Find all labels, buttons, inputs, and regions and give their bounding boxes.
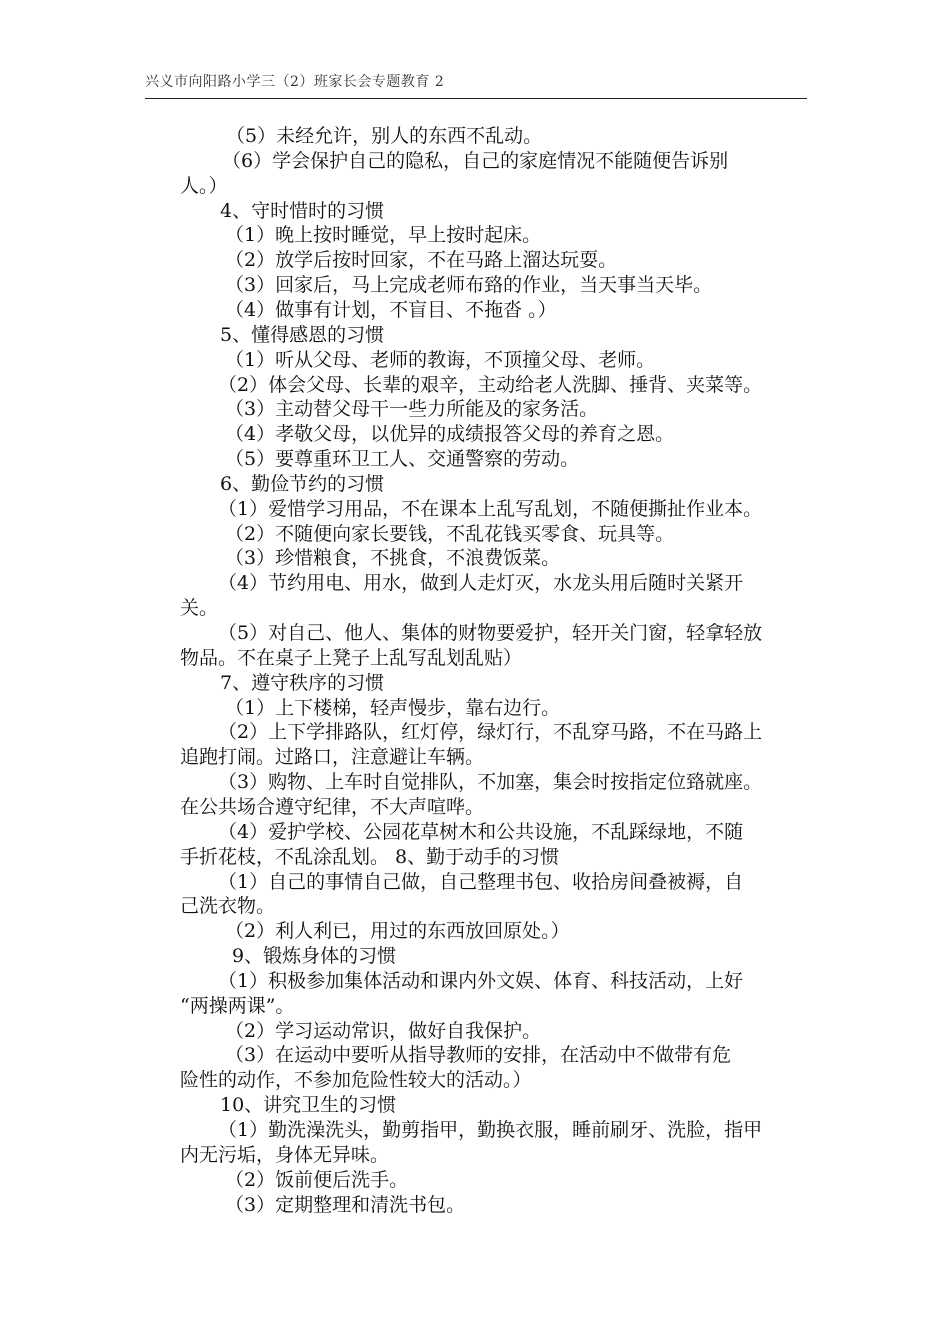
text-line: “两操两课”。 bbox=[180, 994, 295, 1017]
text-line: （4）做事有计划，不盲目、不拖沓 。） bbox=[225, 298, 557, 321]
text-line: 追跑打闹。过路口，注意避让车辆。 bbox=[180, 746, 485, 769]
text-line: （3）主动替父母干一些力所能及的家务活。 bbox=[225, 398, 599, 421]
text-line: （4）节约用电、用水，做到人走灯灭，水龙头用后随时关紧开 bbox=[218, 572, 744, 595]
text-line: 7、遵守秩序的习惯 bbox=[220, 671, 385, 694]
text-line: 险性的动作，不参加危险性较大的活动。） bbox=[180, 1069, 532, 1092]
text-line: （2）放学后按时回家，不在马路上溜达玩耍。 bbox=[225, 249, 618, 272]
text-line: （1）听从父母、老师的教诲，不顶撞父母、老师。 bbox=[225, 348, 656, 371]
text-line: （6）学会保护自己的隐私，自己的家庭情况不能随便告诉别 bbox=[222, 149, 729, 172]
text-line: （3）定期整理和清洗书包。 bbox=[225, 1193, 466, 1216]
text-line: 6、勤俭节约的习惯 bbox=[220, 472, 385, 495]
text-line: 在公共场合遵守纪律，不大声喧哗。 bbox=[180, 795, 485, 818]
text-line: 内无污垢，身体无异味。 bbox=[180, 1143, 390, 1166]
text-line: （5）对自己、他人、集体的财物要爱护，轻开关门窗，轻拿轻放 bbox=[218, 622, 763, 644]
text-line: （4）孝敬父母，以优异的成绩报答父母的养育之恩。 bbox=[225, 423, 675, 446]
text-line: （3）珍惜粮食，不挑食，不浪费饭菜。 bbox=[225, 547, 561, 570]
text-line: 物品。不在桌子上凳子上乱写乱划乱贴） bbox=[180, 646, 523, 669]
text-line: 9、锻炼身体的习惯 bbox=[232, 945, 397, 968]
text-line: （2）上下学排路队，红灯停，绿灯行，不乱穿马路，不在马路上 bbox=[218, 721, 763, 744]
text-line: （5）要尊重环卫工人、交通警察的劳动。 bbox=[225, 448, 580, 471]
text-line: （1）积极参加集体活动和课内外文娱、体育、科技活动，上好 bbox=[218, 969, 744, 992]
page-header: 兴义市向阳路小学三（2）班家长会专题教育 2 bbox=[145, 74, 445, 90]
text-line: （1）爱惜学习用品，不在课本上乱写乱划，不随便撕扯作业本。 bbox=[218, 497, 763, 520]
text-line: （2）不随便向家长要钱，不乱花钱买零食、玩具等。 bbox=[225, 522, 675, 545]
header-rule bbox=[145, 98, 807, 99]
text-line: （2）学习运动常识，做好自我保护。 bbox=[225, 1019, 542, 1042]
text-line: （3）购物、上车时自觉排队，不加塞，集会时按指定位臵就座。 bbox=[218, 771, 763, 794]
text-line: （3）在运动中要听从指导教师的安排，在活动中不做带有危 bbox=[225, 1044, 732, 1067]
text-line: （1）晚上按时睡觉，早上按时起床。 bbox=[225, 224, 542, 247]
text-line: 4、守时惜时的习惯 bbox=[220, 199, 385, 222]
text-line: （1）自己的事情自己做，自己整理书包、收拾房间叠被褥，自 bbox=[218, 870, 744, 893]
text-line: （2）体会父母、长辈的艰辛，主动给老人洗脚、捶背、夹菜等。 bbox=[218, 373, 763, 396]
text-line: （2）饭前便后洗手。 bbox=[225, 1168, 409, 1191]
text-line: （1）勤洗澡洗头，勤剪指甲，勤换衣服，睡前刷牙、洗脸，指甲 bbox=[218, 1119, 763, 1141]
text-line: 己洗衣物。 bbox=[180, 895, 276, 918]
text-line: 10、讲究卫生的习惯 bbox=[220, 1094, 397, 1117]
text-line: （1）上下楼梯，轻声慢步，靠右边行。 bbox=[225, 696, 561, 719]
text-line: （4）爱护学校、公园花草树木和公共设施，不乱踩绿地，不随 bbox=[218, 820, 744, 843]
text-line: 5、懂得感恩的习惯 bbox=[220, 323, 385, 346]
text-line: 关。 bbox=[180, 597, 219, 620]
text-line: 人。） bbox=[180, 174, 228, 197]
text-line: （5）未经允许，别人的东西不乱动。 bbox=[226, 125, 543, 147]
text-line: 手折花枝，不乱涂乱划。 8、勤于动手的习惯 bbox=[180, 845, 560, 868]
text-line: （2）利人利已，用过的东西放回原处。） bbox=[225, 920, 570, 943]
text-line: （3）回家后，马上完成老师布臵的作业，当天事当天毕。 bbox=[225, 274, 713, 297]
